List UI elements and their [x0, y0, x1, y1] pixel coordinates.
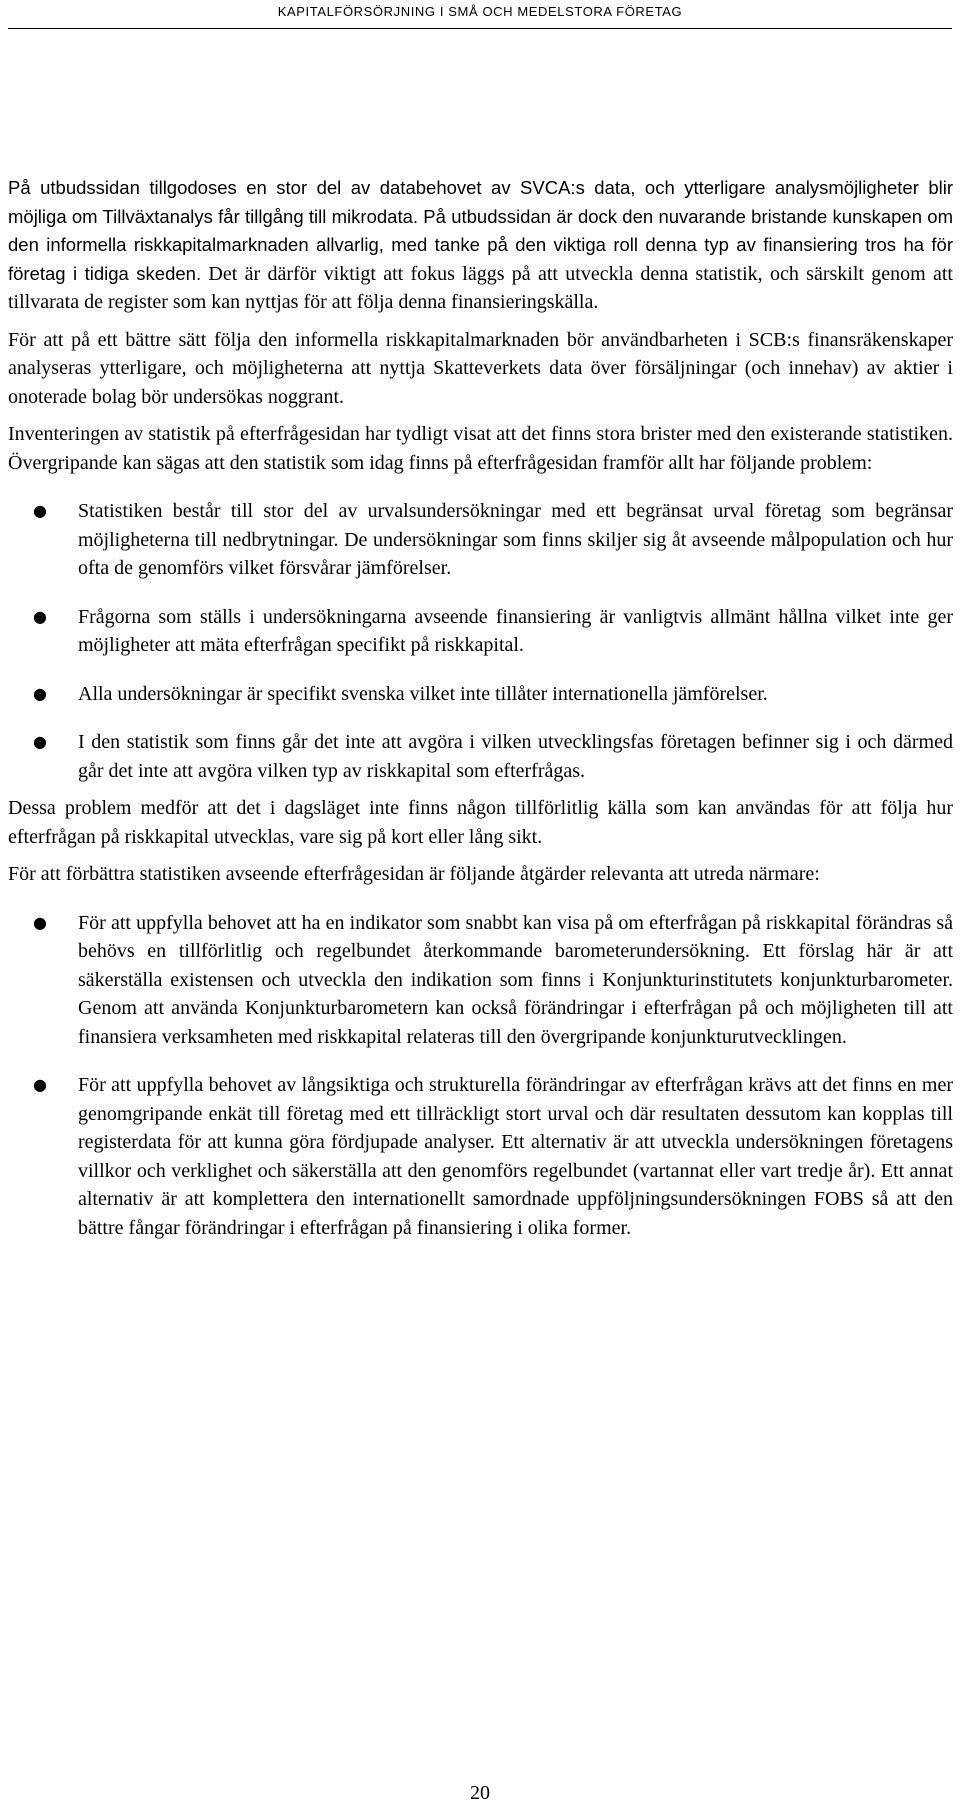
list-item-text: I den statistik som finns går det inte att avgöra i vilken utvecklingsfas företagen befinner sig i och därmed går det inte att avgöra vilken typ av riskkapital som efterfrågas. [78, 731, 953, 782]
paragraph-informal-market: För att på ett bättre sätt följa den informella riskkapitalmarknaden bör användbarheten i SCB:s finansräkenskaper analyseras ytterligare, och möjligheterna att nyttja Skatteverkets data över försäljningar (och innehav) av aktier i onoterade bolag bör undersökas noggrant. [8, 328, 953, 408]
action-list [8, 909, 953, 1243]
paragraph-supply-side [8, 174, 953, 317]
running-header: KAPITALFÖRSÖRJNING I SMÅ OCH MEDELSTORA FÖRETAG [277, 4, 683, 19]
document-body [8, 174, 953, 1242]
bullet-icon: ● [33, 683, 47, 703]
bullet-icon: ● [33, 606, 47, 626]
list-item-text: Alla undersökningar är specifikt svenska vilket inte tillåter internationella jämförelser. [78, 682, 768, 705]
paragraph-supply-side-text-a: På utbudssidan tillgodoses en stor del av databehovet av SVCA:s data, och ytterligare analysmöjligheter blir möjliga om Tillväxtanalys får tillgång till mikrodata. På utbudssidan är dock den nuvarande bristande kunskapen om den informella riskkapitalmarknaden allvarlig, med tanke på den viktiga roll denna typ av finansiering tros ha för företag i tidiga skeden. [8, 177, 953, 284]
problem-list [8, 497, 953, 785]
header-divider [8, 28, 952, 29]
bullet-icon: ● [33, 912, 47, 932]
bullet-icon: ● [33, 732, 47, 751]
list-item-text: För att uppfylla behovet av långsiktiga och strukturella förändringar av efterfrågan krävs att det finns en mer genomgripande enkät till företag med ett tillräckligt stort urval och där resultaten dessutom kan kopplas till registerdata för att kunna göra fördjupade analyser. Ett alternativ är att utveckla undersökningen företagens villkor och verklighet och säkerställa att den genomförs regelbundet (vartannat eller vart tredje år). Ett annat alternativ är att komplettera den internationellt samordnade uppföljningsundersökningen FOBS så att den bättre fångar förändringar i efterfrågan på finansiering i olika former. [78, 1074, 953, 1239]
paragraph-supply-side-text-b: Det är därför viktigt att fokus läggs på att utveckla denna statistik, och särskilt genom att tillvarata de register som kan nyttjas för att följa denna finansieringskälla. [8, 262, 953, 313]
paragraph-actions-intro: För att förbättra statistiken avseende efterfrågesidan är följande åtgärder relevanta att utreda närmare: [8, 863, 820, 885]
list-item [8, 1071, 953, 1242]
list-item-text: För att uppfylla behovet att ha en indikator som snabbt kan visa på om efterfrågan på riskkapital förändras så behövs en tillförlitlig och regelbundet återkommande barometerundersökning. Ett förslag här är att säkerställa existensen och utveckla den indikation som finns i Konjunkturinstitutets konjunkturbarometer. Genom att använda Konjunkturbarometern kan också förändringar i efterfrågan på och möjligheten till att finansiera verksamheten med riskkapital relateras till den övergripande konjunkturutvecklingen. [78, 911, 953, 1048]
list-item-text: Statistiken består till stor del av urvalsundersökningar med ett begränsat urval företag som begränsar möjligheterna till nedbrytningar. De undersökningar som finns skiljer sig åt avseende målpopulation och hur ofta de genomförs vilket försvårar jämförelser. [78, 500, 953, 579]
list-item [8, 497, 953, 583]
bullet-icon: ● [33, 501, 47, 520]
paragraph-conclusion: Dessa problem medför att det i dagsläget inte finns någon tillförlitlig källa som kan användas för att följa hur efterfrågan på riskkapital utvecklas, vare sig på kort eller lång sikt. [8, 797, 953, 848]
list-item-text: Frågorna som ställs i undersökningarna avseende finansiering är vanligtvis allmänt hållna vilket inte ger möjligheter att mäta efterfrågan specifikt på riskkapital. [78, 605, 953, 656]
paragraph-demand-inventory: Inventeringen av statistik på efterfrågesidan har tydligt visat att det finns stora brister med den existerande statistiken. Övergripande kan sägas att den statistik som idag finns på efterfrågesidan framför allt har följande problem: [8, 423, 953, 474]
page-number: 20 [470, 1782, 490, 1804]
bullet-icon: ● [33, 1075, 47, 1094]
list-item [8, 603, 953, 660]
list-item [8, 728, 953, 785]
list-item [8, 680, 953, 709]
list-item [8, 909, 953, 1052]
